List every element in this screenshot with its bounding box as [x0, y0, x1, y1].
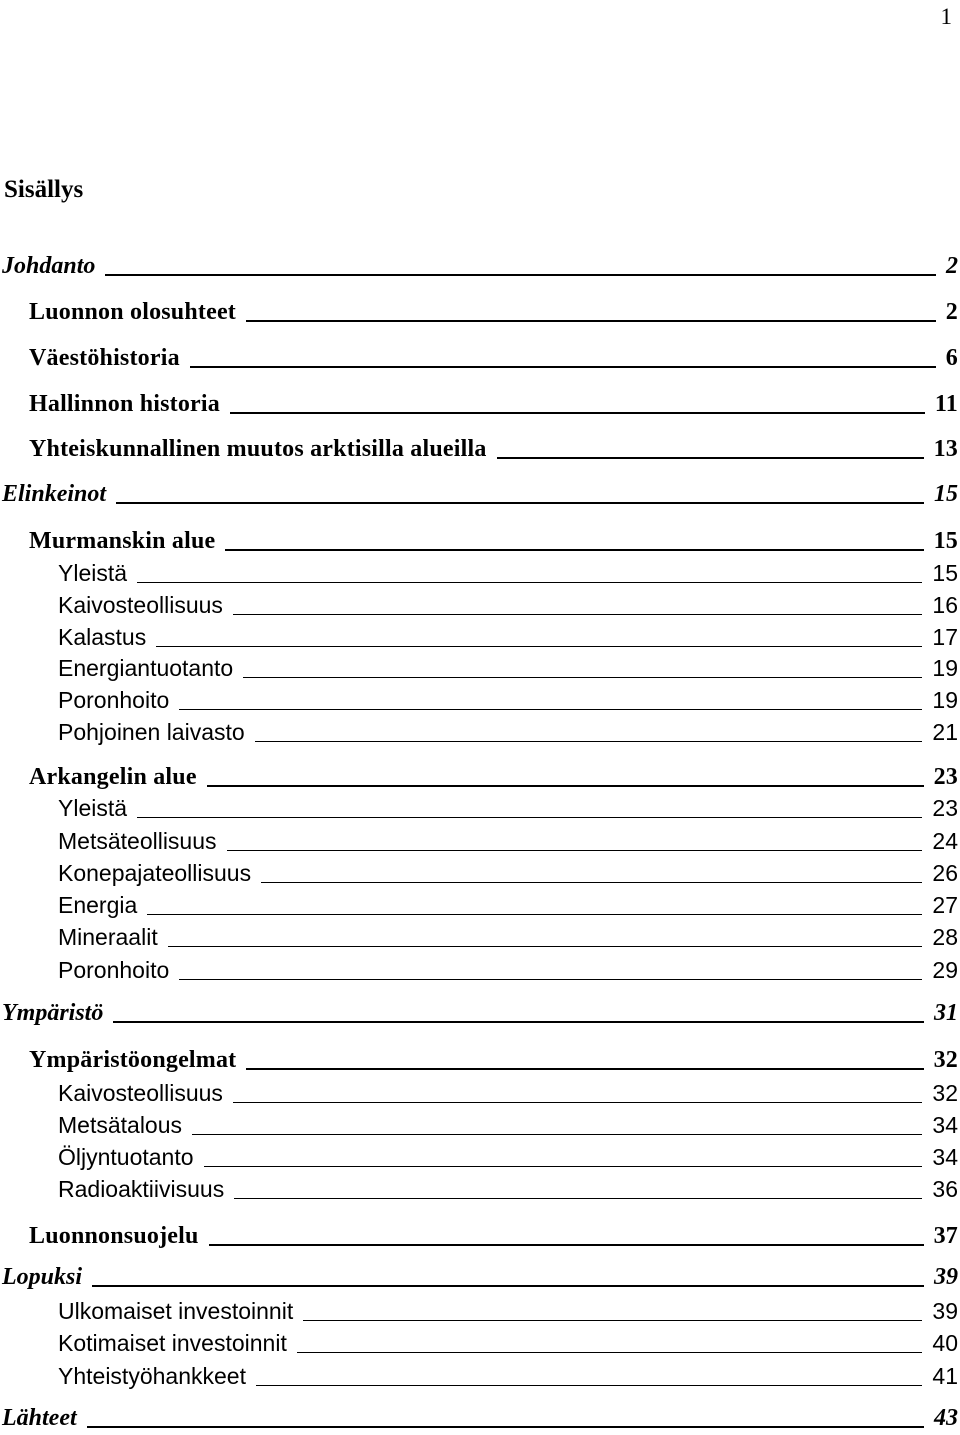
- toc-entry-page: 26: [932, 860, 958, 886]
- toc-entry-label: Mineraalit: [58, 924, 158, 950]
- page-number: 1: [940, 4, 952, 29]
- toc-entry-label: Yleistä: [58, 560, 128, 586]
- toc-entry-page: 15: [933, 528, 958, 554]
- toc-entry-page: 34: [932, 1144, 958, 1170]
- toc-leader-line: [147, 914, 922, 915]
- toc-leader-line: [87, 1426, 924, 1428]
- toc-entry-label: Luonnonsuojelu: [29, 1223, 199, 1249]
- toc-entry-page: 41: [932, 1363, 958, 1389]
- toc-leader-line: [113, 1021, 924, 1023]
- toc-entry-label: Metsätalous: [58, 1112, 183, 1138]
- toc-entry-label: Kaivosteollisuus: [58, 1080, 223, 1106]
- toc-entry-page: 19: [932, 655, 958, 681]
- toc-entry-label: Metsäteollisuus: [58, 828, 217, 854]
- toc-entry-page: 16: [932, 592, 958, 618]
- toc-leader-line: [230, 412, 925, 414]
- toc-entry-label: Lopuksi: [2, 1264, 83, 1290]
- toc-entry-page: 36: [932, 1176, 958, 1202]
- toc-entry[interactable]: [29, 523, 958, 555]
- toc-entry-page: 37: [933, 1223, 958, 1249]
- toc-entry-page: 21: [932, 719, 958, 745]
- toc-entry[interactable]: [2, 476, 958, 508]
- toc-entry-page: 11: [934, 391, 958, 417]
- toc-entry-label: Poronhoito: [58, 957, 170, 983]
- toc-entry[interactable]: [29, 759, 958, 791]
- toc-entry-page: 43: [934, 1405, 958, 1431]
- toc-leader-line: [207, 785, 924, 787]
- toc-entry-label: Kotimaiset investoinnit: [58, 1330, 287, 1356]
- toc-entry-label: Ympäristö: [2, 1000, 104, 1026]
- toc-entry-page: 13: [933, 436, 958, 462]
- toc-entry[interactable]: [58, 790, 958, 822]
- toc-entry-page: 28: [932, 924, 958, 950]
- toc-entry[interactable]: [29, 1218, 958, 1250]
- toc-entry-label: Murmanskin alue: [29, 528, 216, 554]
- toc-leader-line: [234, 1198, 922, 1199]
- toc-entry-label: Energia: [58, 892, 138, 918]
- toc-entry[interactable]: [58, 952, 958, 984]
- toc-entry-page: 17: [932, 624, 958, 650]
- toc-entry-page: 23: [932, 795, 958, 821]
- toc-entry-page: 34: [932, 1112, 958, 1138]
- toc-entry[interactable]: [29, 294, 958, 326]
- toc-leader-line: [156, 646, 922, 647]
- toc-entry-label: Kaivosteollisuus: [58, 592, 223, 618]
- toc-entry-label: Yhteistyöhankkeet: [58, 1363, 246, 1389]
- toc-entry-page: 23: [933, 764, 958, 790]
- toc-entry-page: 15: [934, 481, 958, 507]
- toc-entry[interactable]: [58, 1107, 958, 1139]
- toc-entry[interactable]: [58, 1171, 958, 1203]
- toc-entry-label: Kalastus: [58, 624, 147, 650]
- toc-entry-page: 15: [932, 560, 958, 586]
- toc-title: Sisällys: [4, 176, 84, 203]
- toc-entry-label: Energiantuotanto: [58, 655, 234, 681]
- toc-leader-line: [179, 979, 922, 980]
- toc-entry[interactable]: [29, 1042, 958, 1074]
- toc-entry[interactable]: [58, 714, 958, 746]
- toc-entry-label: Hallinnon historia: [29, 391, 220, 417]
- toc-leader-line: [192, 1134, 922, 1135]
- toc-leader-line: [255, 741, 923, 742]
- toc-leader-line: [497, 457, 924, 459]
- toc-entry[interactable]: [29, 340, 958, 372]
- toc-leader-line: [256, 1385, 922, 1386]
- toc-entry[interactable]: [58, 823, 958, 855]
- toc-entry[interactable]: [58, 587, 958, 619]
- toc-leader-line: [233, 614, 922, 615]
- toc-leader-line: [168, 946, 923, 947]
- toc-entry-label: Radioaktiivisuus: [58, 1176, 225, 1202]
- toc-entry[interactable]: [58, 555, 958, 587]
- toc-entry-page: 39: [932, 1298, 958, 1324]
- toc-leader-line: [137, 582, 922, 583]
- toc-entry-page: 40: [932, 1330, 958, 1356]
- toc-entry-label: Ympäristöongelmat: [29, 1047, 237, 1073]
- toc-leader-line: [92, 1285, 924, 1287]
- toc-entry-page: 32: [933, 1047, 958, 1073]
- toc-entry-page: 39: [934, 1264, 958, 1290]
- toc-entry-page: 31: [934, 1000, 958, 1026]
- toc-entry-label: Johdanto: [2, 253, 96, 279]
- toc-leader-line: [209, 1244, 924, 1246]
- toc-entry-page: 19: [932, 687, 958, 713]
- toc-leader-line: [297, 1352, 923, 1353]
- toc-entry[interactable]: [58, 887, 958, 919]
- toc-entry[interactable]: [58, 1075, 958, 1107]
- toc-entry-label: Öljyntuotanto: [58, 1144, 194, 1170]
- toc-entry-label: Lähteet: [2, 1405, 77, 1431]
- toc-entry-page: 29: [932, 957, 958, 983]
- toc-entry-label: Luonnon olosuhteet: [29, 299, 236, 325]
- toc-entry-label: Konepajateollisuus: [58, 860, 252, 886]
- toc-entry-label: Pohjoinen laivasto: [58, 719, 245, 745]
- toc-entry-label: Yleistä: [58, 795, 128, 821]
- toc-leader-line: [303, 1320, 922, 1321]
- toc-entry[interactable]: [58, 682, 958, 714]
- toc-entry[interactable]: [29, 431, 958, 463]
- toc-entry-label: Yhteiskunnallinen muutos arktisilla alueilla: [29, 436, 487, 462]
- toc-entry[interactable]: [29, 386, 958, 418]
- toc-entry-page: 32: [932, 1080, 958, 1106]
- toc-entry[interactable]: [58, 650, 958, 682]
- toc-entry[interactable]: [58, 1358, 958, 1390]
- toc-entry-label: Arkangelin alue: [29, 764, 197, 790]
- toc-entry-page: 2: [946, 253, 958, 279]
- toc-entry[interactable]: [58, 619, 958, 651]
- toc-entry[interactable]: [2, 995, 958, 1027]
- toc-entry[interactable]: [58, 1139, 958, 1171]
- toc-leader-line: [204, 1166, 923, 1167]
- toc-entry-page: 24: [932, 828, 958, 854]
- toc-leader-line: [105, 274, 936, 276]
- toc-leader-line: [190, 366, 936, 368]
- toc-entry-label: Ulkomaiset investoinnit: [58, 1298, 294, 1324]
- toc-leader-line: [246, 1068, 923, 1070]
- toc-leader-line: [243, 677, 922, 678]
- toc-leader-line: [225, 549, 923, 551]
- toc-entry-page: 27: [932, 892, 958, 918]
- toc-entry[interactable]: [2, 248, 958, 280]
- toc-entry[interactable]: [58, 1325, 958, 1357]
- toc-leader-line: [227, 850, 923, 851]
- toc-entry[interactable]: [2, 1259, 958, 1291]
- toc-entry[interactable]: [58, 855, 958, 887]
- toc-entry-page: 6: [945, 345, 958, 371]
- toc-entry[interactable]: [58, 919, 958, 951]
- toc-entry-page: 2: [945, 299, 958, 325]
- toc-entry-label: Elinkeinot: [2, 481, 107, 507]
- toc-entry-label: Poronhoito: [58, 687, 170, 713]
- toc-entry[interactable]: [2, 1400, 958, 1432]
- toc-leader-line: [137, 817, 922, 818]
- toc-leader-line: [116, 502, 924, 504]
- toc-leader-line: [179, 709, 922, 710]
- toc-leader-line: [261, 882, 922, 883]
- toc-leader-line: [233, 1102, 922, 1103]
- toc-entry-label: Väestöhistoria: [29, 345, 180, 371]
- toc-leader-line: [246, 320, 936, 322]
- toc-entry[interactable]: [58, 1293, 958, 1325]
